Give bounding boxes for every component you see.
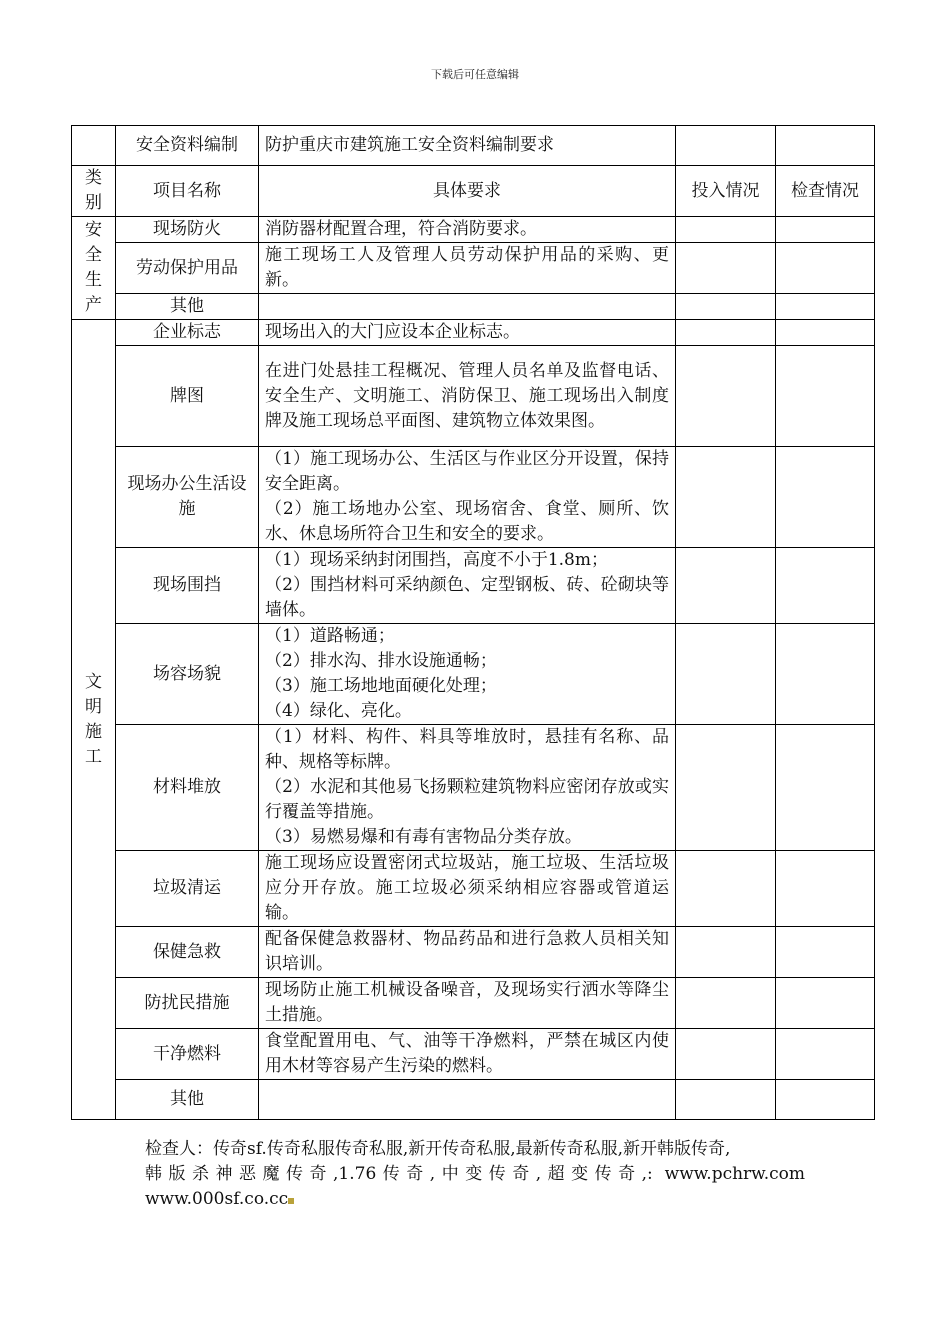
header-requirement: 具体要求 [259, 166, 676, 217]
empty-cell [676, 126, 776, 166]
table-row [72, 624, 875, 725]
table-row [72, 978, 875, 1029]
table-row [72, 294, 875, 320]
investment-cell[interactable] [676, 447, 776, 548]
title-row [72, 126, 875, 166]
table-row [72, 217, 875, 243]
requirement-line: （4）绿化、亮化。 [265, 701, 412, 721]
investment-cell[interactable] [676, 294, 776, 320]
inspection-cell[interactable] [776, 243, 875, 294]
requirement-cell [259, 624, 676, 725]
requirement-line: （2）围挡材料可采纳颜色、定型钢板、砖、砼砌块等墙体。 [265, 575, 669, 620]
item-name-cell: 干净燃料 [116, 1029, 259, 1080]
requirement-line: 消防器材配置合理，符合消防要求。 [265, 219, 537, 239]
investment-cell[interactable] [676, 725, 776, 851]
category-cell: 安全生产 [72, 217, 116, 320]
inspection-cell[interactable] [776, 320, 875, 346]
table-row [72, 447, 875, 548]
investment-cell[interactable] [676, 346, 776, 447]
item-name-cell: 牌图 [116, 346, 259, 447]
header-item-name: 项目名称 [116, 166, 259, 217]
requirement-cell [259, 217, 676, 243]
requirement-cell [259, 447, 676, 548]
requirement-line: （2）水泥和其他易飞扬颗粒建筑物料应密闭存放或实行覆盖等措施。 [265, 777, 669, 822]
footer-line-1: 检查人：传奇sf.传奇私服传奇私服,新开传奇私服,最新传奇私服,新开韩版传奇, [145, 1139, 731, 1159]
investment-cell[interactable] [676, 624, 776, 725]
requirement-line: （2）施工场地办公室、现场宿舍、食堂、厕所、饮水、休息场所符合卫生和安全的要求。 [265, 499, 669, 544]
investment-cell[interactable] [676, 851, 776, 927]
inspection-cell[interactable] [776, 725, 875, 851]
item-name-cell: 防扰民措施 [116, 978, 259, 1029]
header-note: 下载后可任意编辑 [431, 68, 519, 81]
item-name-cell: 其他 [116, 294, 259, 320]
category-cell: 文明施工 [72, 320, 116, 1120]
investment-cell[interactable] [676, 978, 776, 1029]
item-name-cell: 现场办公生活设施 [116, 447, 259, 548]
requirement-cell [259, 851, 676, 927]
footer [145, 1137, 805, 1212]
requirement-cell [259, 346, 676, 447]
table-row [72, 1029, 875, 1080]
footer-line-3 [145, 1187, 805, 1212]
item-name-cell: 现场围挡 [116, 548, 259, 624]
requirement-line: （1）现场采纳封闭围挡，高度不小于1.8m； [265, 550, 608, 570]
requirement-cell [259, 978, 676, 1029]
requirement-cell [259, 927, 676, 978]
requirement-line: （1）材料、构件、料具等堆放时，悬挂有名称、品种、规格等标牌。 [265, 727, 669, 772]
header-category: 类别 [72, 166, 116, 217]
footer-line-2: 韩版杀神恶魔传奇,1.76传奇,中变传奇,超变传奇,: www.pchrw.com [145, 1164, 805, 1184]
inspection-cell[interactable] [776, 294, 875, 320]
requirement-line: （2）排水沟、排水设施通畅； [265, 651, 497, 671]
inspection-cell[interactable] [776, 927, 875, 978]
requirement-line: 现场出入的大门应设本企业标志。 [265, 322, 520, 342]
footer-line-3-text: www.000sf.co.cc [145, 1189, 289, 1209]
investment-cell[interactable] [676, 1080, 776, 1120]
investment-cell[interactable] [676, 548, 776, 624]
table-row [72, 725, 875, 851]
item-name-cell: 垃圾清运 [116, 851, 259, 927]
investment-cell[interactable] [676, 927, 776, 978]
requirement-line: 施工现场工人及管理人员劳动保护用品的采购、更新。 [265, 245, 669, 290]
table-row [72, 548, 875, 624]
inspection-cell[interactable] [776, 851, 875, 927]
item-name-cell: 劳动保护用品 [116, 243, 259, 294]
requirement-line: 施工现场应设置密闭式垃圾站，施工垃圾、生活垃圾应分开存放。施工垃圾必须采纳相应容器或管道运输。 [265, 853, 669, 923]
item-name-cell: 现场防火 [116, 217, 259, 243]
item-name-cell: 其他 [116, 1080, 259, 1120]
empty-cell [776, 126, 875, 166]
header-row [72, 166, 875, 217]
requirement-cell [259, 548, 676, 624]
investment-cell[interactable] [676, 320, 776, 346]
table-row [72, 346, 875, 447]
header-investment: 投入情况 [676, 166, 776, 217]
inspection-cell[interactable] [776, 624, 875, 725]
item-name-cell: 材料堆放 [116, 725, 259, 851]
requirement-line: （1）施工现场办公、生活区与作业区分开设置，保持安全距离。 [265, 449, 669, 494]
inspection-cell[interactable] [776, 1029, 875, 1080]
requirement-line: 食堂配置用电、气、油等干净燃料，严禁在城区内使用木材等容易产生污染的燃料。 [265, 1031, 669, 1076]
investment-cell[interactable] [676, 1029, 776, 1080]
inspection-cell[interactable] [776, 447, 875, 548]
small-mark-icon [288, 1198, 294, 1204]
safety-checklist-table [71, 125, 875, 1120]
title-label: 安全资料编制 [116, 126, 259, 166]
requirement-cell [259, 1080, 676, 1120]
item-name-cell: 企业标志 [116, 320, 259, 346]
requirement-cell [259, 1029, 676, 1080]
table-row [72, 320, 875, 346]
requirement-cell [259, 320, 676, 346]
table-row [72, 1080, 875, 1120]
requirement-line: 配备保健急救器材、物品药品和进行急救人员相关知识培训。 [265, 929, 669, 974]
table-row [72, 927, 875, 978]
requirement-line: （3）易燃易爆和有毒有害物品分类存放。 [265, 827, 582, 847]
requirement-cell [259, 294, 676, 320]
inspection-cell[interactable] [776, 346, 875, 447]
inspection-cell[interactable] [776, 548, 875, 624]
requirement-line: 现场防止施工机械设备噪音，及现场实行洒水等降尘土措施。 [265, 980, 669, 1025]
table-row [72, 851, 875, 927]
investment-cell[interactable] [676, 217, 776, 243]
empty-cell [72, 126, 116, 166]
table-row [72, 243, 875, 294]
requirement-line: （3）施工场地地面硬化处理； [265, 676, 497, 696]
inspection-cell[interactable] [776, 978, 875, 1029]
inspection-cell[interactable] [776, 1080, 875, 1120]
title-text: 防护重庆市建筑施工安全资料编制要求 [259, 126, 676, 166]
inspection-cell[interactable] [776, 217, 875, 243]
item-name-cell: 保健急救 [116, 927, 259, 978]
requirement-line: （1）道路畅通； [265, 626, 395, 646]
requirement-cell [259, 243, 676, 294]
investment-cell[interactable] [676, 243, 776, 294]
header-inspection: 检查情况 [776, 166, 875, 217]
requirement-line: 在进门处悬挂工程概况、管理人员名单及监督电话、安全生产、文明施工、消防保卫、施工现场出入制度牌及施工现场总平面图、建筑物立体效果图。 [265, 360, 669, 431]
requirement-cell [259, 725, 676, 851]
item-name-cell: 场容场貌 [116, 624, 259, 725]
